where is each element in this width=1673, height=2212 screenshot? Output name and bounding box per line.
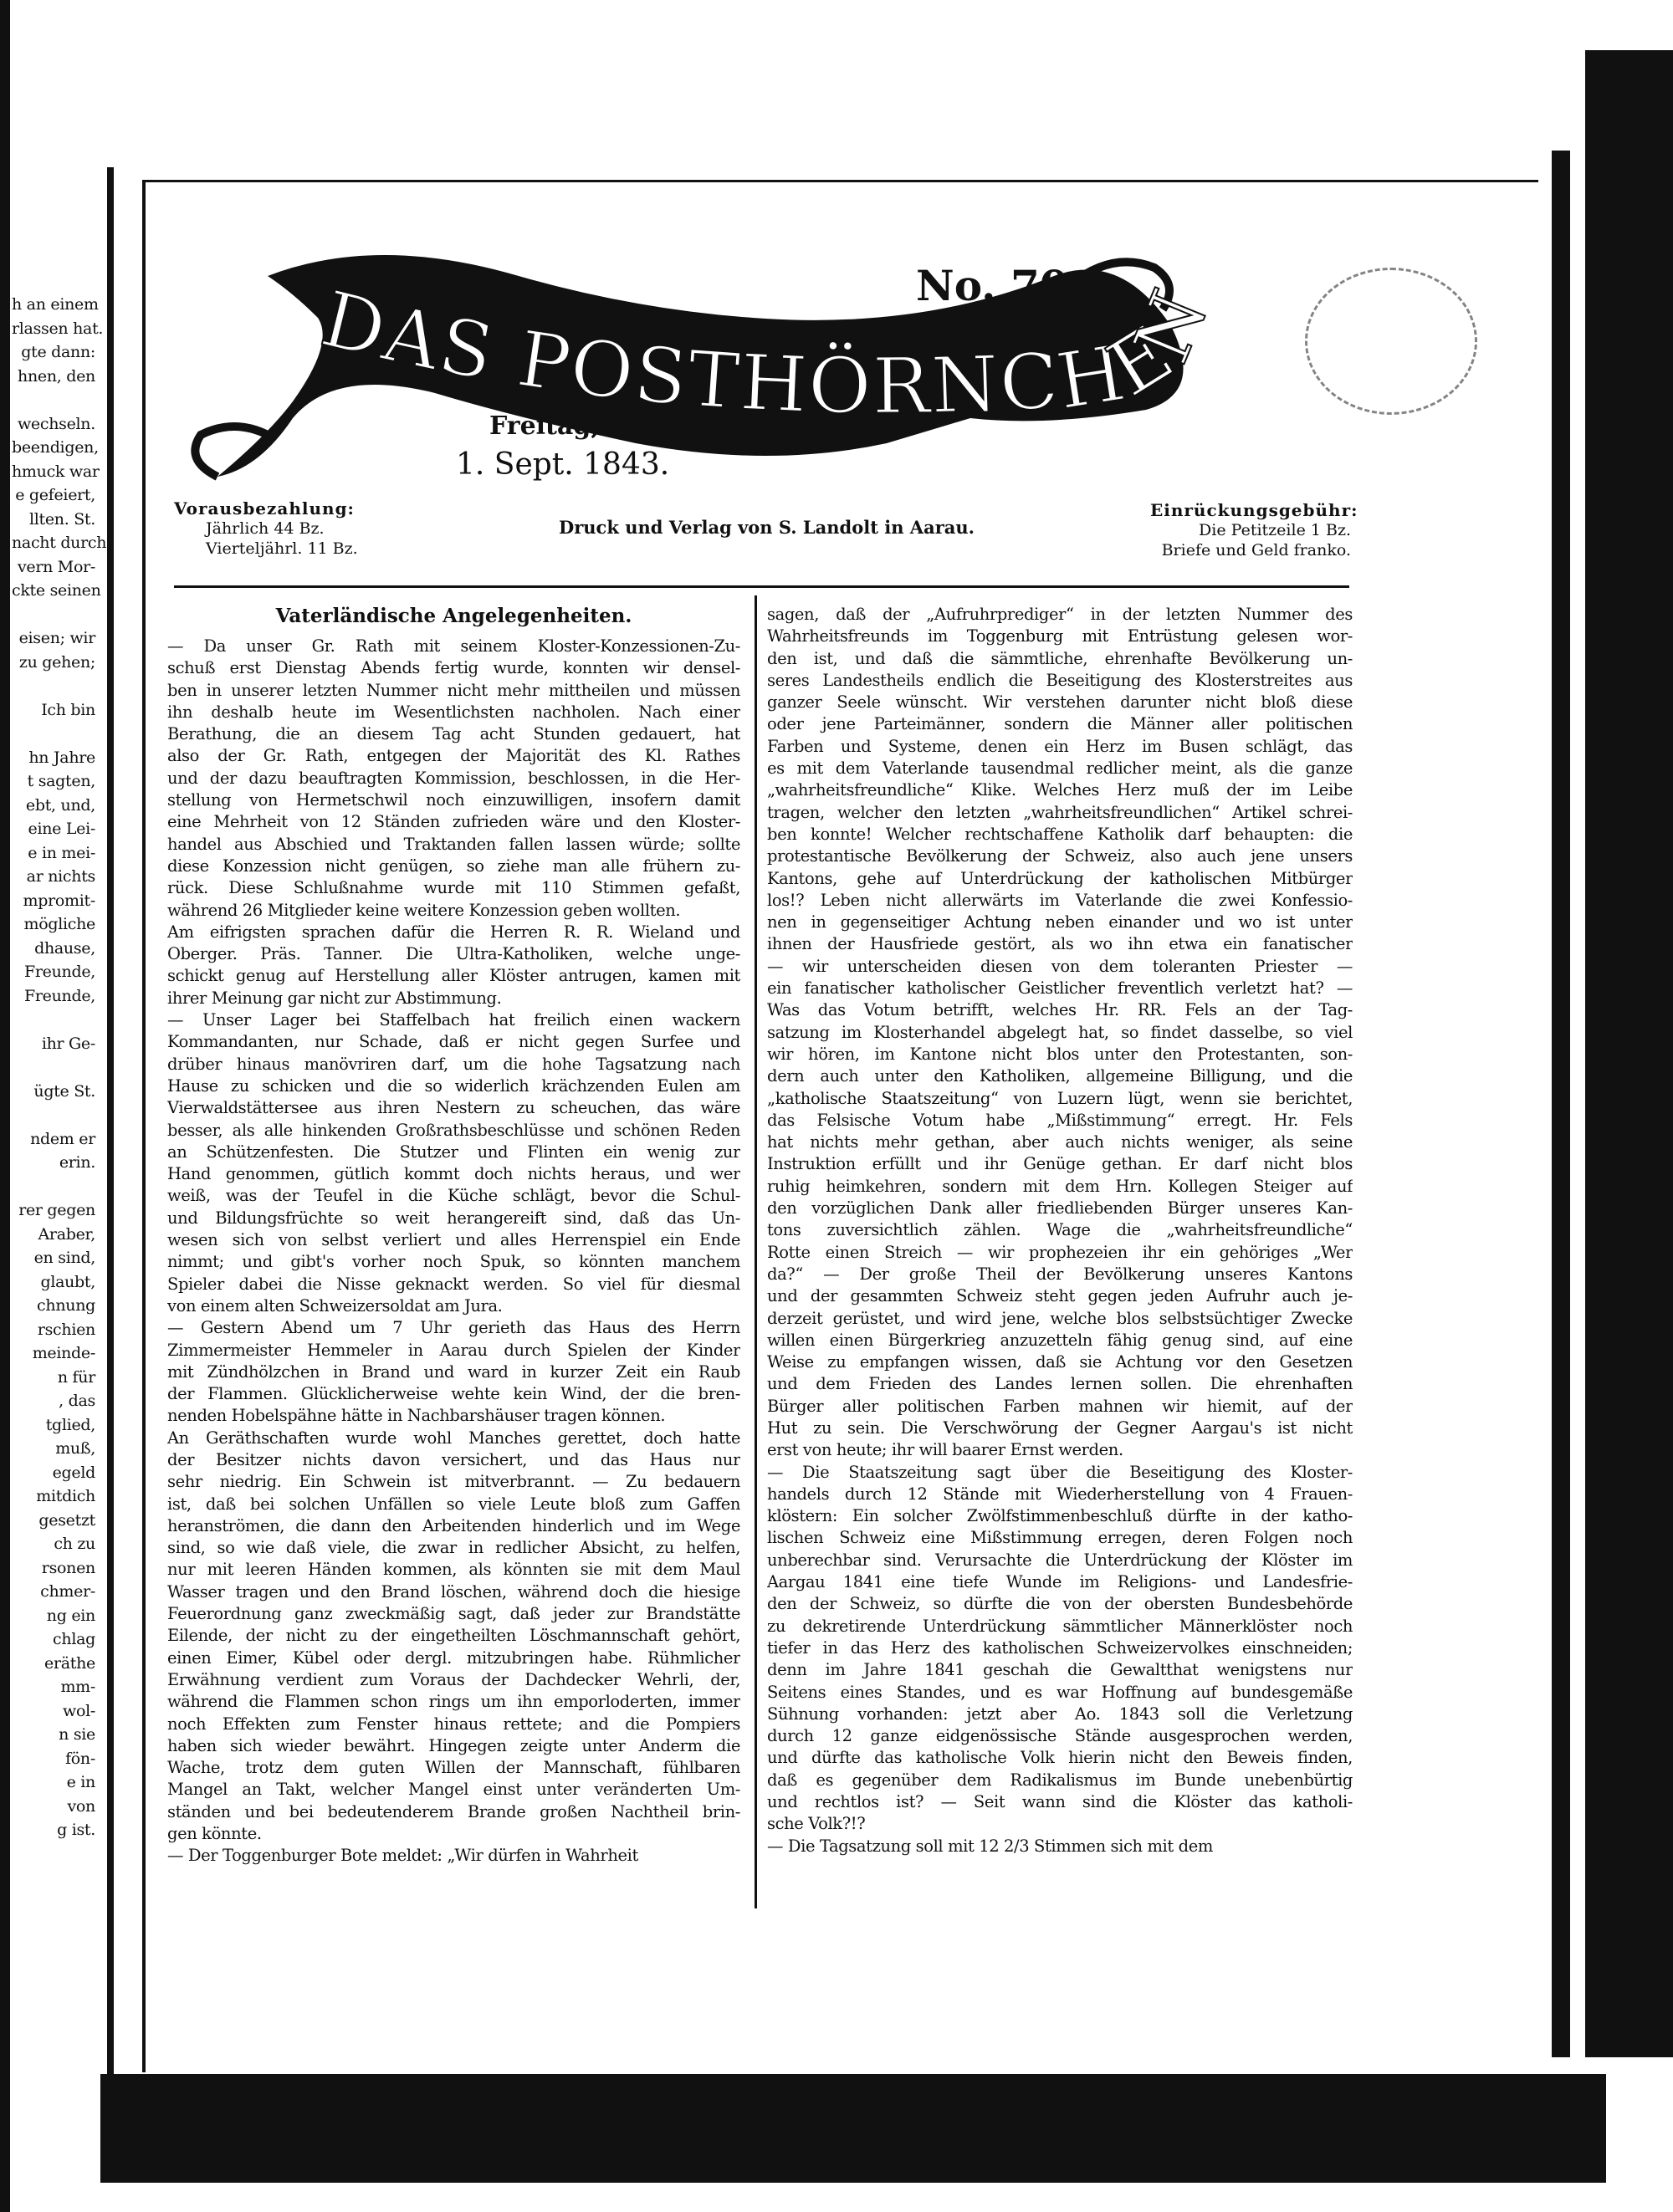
article-line: diese Konzession nicht genügen, so ziehe man alle frühern zu- [167, 856, 740, 876]
previous-page-line [12, 1103, 95, 1127]
article-line: denn im Jahre 1841 geschah die Gewaltthat wenigstens nur [767, 1660, 1353, 1680]
article-line: durch 12 ganze eidgenössische Stände ausgesprochen werden, [767, 1726, 1353, 1746]
insertion-heading: Einrückungsgebühr: [1150, 500, 1358, 520]
article-line: ihn deshalb heute im Wesentlichsten nachholen. Nach einer [167, 702, 740, 722]
previous-page-line: wechseln. [17, 414, 95, 433]
article-line: ben konnte! Welcher rechtschaffene Katholik darf behaupten: die [767, 824, 1353, 844]
issue-number: No. 70. [916, 261, 1083, 310]
article-line: Feuerordnung ganz zweckmäßig sagt, daß jeder zur Brandstätte [167, 1604, 740, 1624]
article-line: einen Eimer, Kübel oder dergl. mitzubringen habe. Rühmlicher [167, 1648, 740, 1668]
article-line: Was das Votum betrifft, welches Hr. RR. Fels an der Tag- [767, 1000, 1353, 1020]
article-line: Aargau 1841 eine tiefe Wunde im Religions- und Landesfrie- [767, 1572, 1353, 1592]
article-line: satzung im Klosterhandel abgelegt hat, so findet dasselbe, so viel [767, 1022, 1353, 1042]
previous-page-line: , das [59, 1392, 95, 1410]
article-line: ruhig heimkehren, sondern mit dem Hrn. Kollegen Steiger auf [767, 1176, 1353, 1196]
article-line: nenden Hobelspähne hätte in Nachbarshäuser tragen können. [167, 1406, 666, 1426]
article-line: Wasser tragen und den Brand löschen, während doch die hiesige [167, 1581, 740, 1602]
issue-date: 1. Sept. 1843. [456, 447, 670, 482]
previous-page-line: nacht durch [12, 534, 107, 552]
article-line: Seitens eines Standes, und es war Hoffnung auf bundesgemäße [767, 1682, 1353, 1702]
subscription-quarterly: Vierteljährl. 11 Bz. [206, 539, 358, 558]
article-line: und der dazu beauftragten Kommission, beschlossen, in die Her- [167, 768, 740, 788]
article-line: ist, daß bei solchen Unfällen so viele Leute bloß zum Gaffen [167, 1494, 740, 1514]
previous-page-line: mm- [60, 1678, 95, 1696]
article-line: ben in unserer letzten Nummer nicht mehr mittheilen und müssen [167, 680, 740, 700]
scan-edge-right-inner [1552, 151, 1570, 2057]
previous-page-line: ebt, und, [25, 795, 95, 815]
article-line: haben sich wieder bewährt. Hingegen zeigte unter Anderm die [167, 1735, 740, 1755]
article-line: daß es gegenüber dem Radikalismus im Bunde unebenbürtig [767, 1770, 1353, 1790]
article-line: drüber hinaus manövriren darf, um die hohe Tagsatzung nach [167, 1054, 740, 1074]
article-line: den der Schweiz, so dürfte die von der obersten Bundesbehörde [767, 1594, 1353, 1614]
article-line: Mangel an Takt, welcher Mangel einst unter veränderten Um- [167, 1780, 740, 1800]
article-line: der Besitzer nichts davon versichert, und das Haus nur [167, 1449, 740, 1469]
article-line: schickt genug auf Herstellung aller Klöster antrugen, kamen mit [167, 966, 740, 986]
article-line: Rotte einen Streich — wir prophezeien ihr ein gehöriges „Wer [767, 1242, 1353, 1262]
article-line: Wahrheitsfreunds im Toggenburg mit Entrüstung gelesen wor- [767, 626, 1353, 646]
previous-page-line: glaubt, [40, 1272, 95, 1291]
previous-page-line [12, 603, 95, 627]
previous-page-line: fön- [65, 1749, 95, 1768]
article-line: — Der Toggenburger Bote meldet: „Wir dürfen in Wahrheit [167, 1846, 638, 1866]
article-line: „wahrheitsfreundliche“ Klike. Welches Herz muß der im Leibe [767, 780, 1353, 800]
article-line: sehr niedrig. Ein Schwein ist mitverbrannt. — Zu bedauern [167, 1472, 740, 1492]
insertion-line-1: Die Petitzeile 1 Bz. [1199, 521, 1351, 539]
section-title: Vaterländische Angelegenheiten. [275, 605, 632, 627]
article-line: wesen sich von selbst verliert und alles Herrenspiel ein Ende [167, 1230, 740, 1250]
article-line: nimmt; und gibt's vorher noch Spuk, so könnten manchem [167, 1252, 740, 1272]
article-line: schuß erst Dienstag Abends fertig wurde, konnten wir densel- [167, 658, 740, 678]
article-line: Sühnung vorhanden: jetzt aber Ao. 1843 soll die Verletzung [767, 1704, 1353, 1724]
article-line: und dem Frieden des Landes lernen sollen. Die ehrenhaften [767, 1374, 1353, 1394]
previous-page-line: h an einem [12, 295, 99, 314]
library-stamp [1305, 268, 1477, 415]
previous-page-line: egeld [52, 1463, 95, 1482]
article-line: oder jene Parteimänner, sondern die Männer aller politischen [767, 714, 1353, 734]
previous-page-fragment [12, 293, 107, 1842]
article-line: sche Volk?!? [767, 1814, 866, 1834]
article-line: lischen Schweiz eine Mißstimmung erregen, deren Folgen noch [767, 1528, 1353, 1548]
previous-page-line: n für [57, 1367, 95, 1387]
article-line: Farben und Systeme, denen ein Herz im Busen schlägt, das [767, 736, 1353, 756]
article-line: wir hören, im Kantone nicht blos unter den Protestanten, son- [767, 1044, 1353, 1064]
article-line: heranströmen, die dann den Arbeitenden hinderlich und im Wege [167, 1515, 740, 1535]
article-line: sind, so wie daß viele, die zwar in redlicher Absicht, zu helfen, [167, 1538, 740, 1558]
article-line: willen einen Bürgerkrieg anzuzetteln fähig genug sind, auf eine [767, 1330, 1353, 1350]
article-line: mit Zündhölzchen in Brand und ward in kurzer Zeit ein Raub [167, 1361, 740, 1382]
previous-page-line: wol- [63, 1701, 95, 1720]
masthead [167, 226, 1338, 502]
article-line: tragen, welcher den letzten „wahrheitsfreundlichen“ Artikel schrei- [767, 802, 1353, 822]
article-line: derzeit gerüstet, und wird jene, welche blos selbstsüchtiger Zwecke [767, 1308, 1353, 1328]
previous-page-line: g ist. [57, 1821, 95, 1839]
article-line: besser, als alle hinkenden Großrathsbeschlüsse und schönen Reden [167, 1120, 740, 1140]
previous-page-line: Ich bin [41, 700, 95, 719]
article-line: — Gestern Abend um 7 Uhr gerieth das Haus des Herrn [167, 1318, 740, 1338]
previous-page-line: eine Lei- [28, 820, 95, 838]
previous-page-line: rer gegen [18, 1201, 95, 1219]
article-line: nen in gegenseitiger Achtung neben einander und wo ist unter [767, 912, 1353, 932]
insertion-line-2: Briefe und Geld franko. [1161, 541, 1351, 559]
previous-page-line: erin. [59, 1153, 95, 1172]
previous-page-line: en sind, [33, 1249, 95, 1267]
article-column-left [167, 604, 740, 1867]
previous-page-line: ch zu [54, 1535, 95, 1553]
scan-edge-bottom [100, 2074, 1606, 2183]
previous-page-line: ihr Ge- [41, 1034, 95, 1053]
article-line: den vorzüglichen Dank aller friedliebenden Bürger unseres Kan- [767, 1198, 1353, 1218]
article-line: — wir unterscheiden diesen von dem toleranten Priester — [767, 956, 1353, 976]
article-line: den ist, und daß die sämmtliche, ehrenhafte Bevölkerung un- [767, 648, 1353, 668]
previous-page-line: chlag [53, 1630, 95, 1648]
previous-page-line: hmuck war [12, 462, 100, 481]
article-line: Hause zu schicken und die so widerlich krächzenden Eulen am [167, 1075, 740, 1096]
previous-page-line: e in [66, 1773, 95, 1791]
article-line: — Unser Lager bei Staffelbach hat freilich einen wackern [167, 1010, 740, 1030]
article-column-right [767, 604, 1353, 1857]
previous-page-line: Freunde, [23, 963, 95, 981]
previous-page-line: rlassen hat. [12, 319, 104, 338]
article-line: Wache, trotz dem guten Willen der Mannschaft, fühlbaren [167, 1758, 740, 1778]
article-line: sagen, daß der „Aufruhrprediger“ in der letzten Nummer des [767, 605, 1353, 624]
previous-page-line: e in mei- [28, 843, 95, 862]
previous-page-line: meinde- [32, 1344, 95, 1362]
previous-page-line: chnung [37, 1296, 95, 1315]
previous-page-line: ügte St. [33, 1081, 95, 1101]
previous-page-line [12, 674, 95, 698]
previous-page-line: hn Jahre [28, 748, 95, 767]
article-line: noch Effekten zum Fenster hinaus rettete; and die Pompiers [167, 1714, 740, 1734]
previous-page-line: gte dann: [21, 343, 95, 361]
previous-page-line: von [67, 1796, 95, 1816]
previous-page-line [12, 722, 95, 746]
article-line: ständen und bei bedeutenderem Brande großen Nachtheil brin- [167, 1801, 740, 1821]
article-line: seres Landestheils endlich die Beseitigung des Klosterstreites aus [767, 670, 1353, 690]
previous-page-line: ndem er [30, 1129, 95, 1148]
article-line: unberechbar sind. Verursachte die Unterdrückung der Klöster im [767, 1550, 1353, 1570]
article-line: An Geräthschaften wurde wohl Manches gerettet, doch hatte [167, 1428, 740, 1448]
article-line: weiß, was der Teufel in die Küche schlägt, bevor die Schul- [167, 1186, 740, 1206]
issue-weekday: Freitag, [489, 411, 600, 441]
article-line: Eilende, der nicht zu der eingetheilten Löschmannschaft gehört, [167, 1626, 740, 1646]
previous-page-line: n sie [59, 1725, 95, 1744]
article-line: Vierwaldstättersee aus ihren Nestern zu scheuchen, das wäre [167, 1098, 740, 1118]
previous-page-line: gesetzt [38, 1510, 95, 1530]
article-line: Weise zu empfangen wissen, daß sie Achtung vor den Gesetzen [767, 1352, 1353, 1372]
article-line: los!? Leben nicht allerwärts im Vaterlande die zwei Konfessio- [767, 890, 1353, 910]
article-line: und rechtlos ist? — Seit wann sind die Klöster das katholi- [767, 1792, 1353, 1812]
previous-page-line: chmer- [40, 1582, 95, 1601]
article-line: und dürfte das katholische Volk hierin nicht den Beweis finden, [767, 1748, 1353, 1768]
article-line: Berathung, die an diesem Tag acht Stunden gedauert, hat [167, 724, 740, 744]
masthead-title-svg [167, 226, 1338, 502]
previous-page-line: eisen; wir [18, 629, 95, 647]
article-line: ihrer Meinung gar nicht zur Abstimmung. [167, 988, 502, 1008]
article-line: — Die Tagsatzung soll mit 12 2/3 Stimmen sich mit dem [767, 1836, 1213, 1856]
subscription-yearly: Jährlich 44 Bz. [206, 519, 325, 538]
article-line: Oberger. Präs. Tanner. Die Ultra-Katholiken, welche unge- [167, 944, 740, 964]
previous-page-line [12, 388, 95, 412]
previous-page-line: zu gehen; [18, 652, 95, 672]
previous-page-line: mpromit- [23, 891, 95, 910]
article-line: gen könnte. [167, 1824, 262, 1844]
article-line: da?“ — Der große Theil der Bevölkerung unseres Kantons [767, 1264, 1353, 1284]
article-line: es mit dem Vaterlande tausendmal redlicher meint, als die ganze [767, 759, 1353, 779]
article-line: Hut zu sein. Die Verschwörung der Gegner Aargau's ist nicht [767, 1418, 1353, 1438]
article-line: und der gesammten Schweiz steht gegen jeden Aufruhr auch je- [767, 1286, 1353, 1306]
article-line: — Da unser Gr. Rath mit seinem Kloster-Konzessionen-Zu- [167, 636, 740, 656]
article-line: Spieler dabei die Nisse geknackt werden. So viel für diesmal [167, 1274, 740, 1294]
column-divider [755, 595, 757, 1908]
article-line: tiefer in das Herz des katholischen Schweizervolkes einschneiden; [767, 1637, 1353, 1658]
article-line: also der Gr. Rath, entgegen der Majorität des Kl. Rathes [167, 746, 740, 766]
article-line: protestantische Bevölkerung der Schweiz, also auch jene unsers [767, 846, 1353, 866]
article-line: nur mit leeren Händen kommen, als könnten sie mit dem Maul [167, 1560, 740, 1580]
insertion-info [1150, 500, 1358, 560]
previous-page-line: e gefeiert, [15, 486, 95, 504]
previous-page-line [12, 1055, 95, 1080]
article-line: Instruktion erfüllt und ihr Genüge gethan. Er darf nicht blos [767, 1154, 1353, 1174]
previous-page-line [12, 1175, 95, 1199]
article-line: — Die Staatszeitung sagt über die Beseitigung des Kloster- [767, 1462, 1353, 1482]
previous-page-line: rschien [37, 1320, 95, 1339]
previous-page-line: beendigen, [12, 438, 99, 457]
previous-page-line: tglied, [45, 1415, 95, 1434]
article-line: von einem alten Schweizersoldat am Jura. [167, 1295, 503, 1315]
article-line: Kantons, gehe auf Unterdrückung der katholischen Mitbürger [767, 868, 1353, 888]
article-line: stellung von Hermetschwil noch einzuwilligen, insofern damit [167, 790, 740, 810]
article-line: zu dekretirende Unterdrückung sämmtlicher Männerklöster noch [767, 1616, 1353, 1636]
page-gutter [107, 167, 114, 2082]
article-line: Hand genommen, gütlich kommt doch nichts heraus, und wer [167, 1164, 740, 1184]
article-line: das Felsische Votum habe „Mißstimmung“ erregt. Hr. Fels [767, 1110, 1353, 1130]
article-line: erst von heute; ihr will baarer Ernst werden. [767, 1440, 1123, 1460]
previous-page-line: muß, [55, 1439, 95, 1458]
masthead-title: DAS POSTHÖRNCHEN [313, 273, 1226, 432]
header-rule [174, 585, 1349, 588]
article-line: während die Flammen schon rings um ihn emporloderten, immer [167, 1692, 740, 1712]
article-line: Am eifrigsten sprachen dafür die Herren R. R. Wieland und [167, 922, 740, 942]
publisher-line: Druck und Verlag von S. Landolt in Aarau. [559, 517, 975, 538]
scan-edge-right [1585, 50, 1673, 2057]
article-line: ihnen der Hausfriede gestört, als wo ihn etwa ein fanatischer [767, 934, 1353, 954]
article-line: Kommandanten, nur Schade, daß er nicht gegen Surfee und [167, 1032, 740, 1052]
article-line: „katholische Staatszeitung“ von Luzern lügt, wenn sie berichtet, [767, 1088, 1353, 1108]
subscription-info [174, 498, 358, 559]
article-line: an Schützenfesten. Die Stutzer und Flinten ein wenig zur [167, 1142, 740, 1162]
article-line: und Bildungsfrüchte so weit herangereift sind, daß das Un- [167, 1208, 740, 1228]
previous-page-line: ar nichts [26, 867, 95, 886]
article-line: tons zuversichtlich zählen. Wage die „wahrheitsfreundliche“ [767, 1220, 1353, 1240]
article-line: Bürger aller politischen Farben mahnen wir hiemit, auf der [767, 1396, 1353, 1416]
previous-page-line: dhause, [34, 938, 95, 958]
subscription-heading: Vorausbezahlung: [174, 498, 355, 519]
article-line: handel aus Abschied und Traktanden fallen lassen würde; sollte [167, 834, 740, 854]
article-line: hat nichts mehr gethan, aber auch nichts weniger, als seine [767, 1132, 1353, 1152]
article-line: ganzer Seele wünscht. Wir verstehen darunter nicht bloß diese [767, 692, 1353, 713]
article-line: klöstern: Ein solcher Zwölfstimmenbeschluß dürfte in der katho- [767, 1506, 1353, 1526]
previous-page-line [12, 1008, 95, 1032]
previous-page-line: eräthe [44, 1653, 95, 1673]
previous-page-line: ng ein [46, 1606, 95, 1625]
previous-page-line: mögliche [23, 915, 95, 933]
scan-edge-left [0, 0, 10, 2212]
previous-page-line: Araber, [38, 1224, 95, 1244]
previous-page-line: Freunde, [23, 986, 95, 1005]
article-line: eine Mehrheit von 12 Ständen zufrieden wäre und den Kloster- [167, 812, 740, 832]
previous-page-line: mitdich [36, 1487, 95, 1505]
article-line: ein fanatischer katholischer Geistlicher freventlich verletzt hat? — [767, 978, 1353, 999]
previous-page-line: ckte seinen [12, 581, 101, 600]
article-line: während 26 Mitglieder keine weitere Konzession geben wollten. [167, 900, 681, 920]
previous-page-line: vern Mor- [17, 557, 95, 576]
previous-page-line: t sagten, [27, 772, 95, 790]
article-line: Zimmermeister Hemmeler in Aarau durch Spielen der Kinder [167, 1340, 740, 1360]
article-line: der Flammen. Glücklicherweise wehte kein Wind, der die bren- [167, 1384, 740, 1404]
article-line: rück. Diese Schlußnahme wurde mit 110 Stimmen gefaßt, [167, 878, 740, 898]
previous-page-line: llten. St. [28, 509, 95, 529]
article-line: handels durch 12 Stände mit Wiederherstellung von 4 Frauen- [767, 1484, 1353, 1504]
previous-page-line: hnen, den [18, 366, 95, 386]
article-line: dern auch unter den Katholiken, allgemeine Billigung, und die [767, 1066, 1353, 1086]
article-line: Erwähnung verdient zum Voraus der Dachdecker Wehrli, der, [167, 1669, 740, 1689]
previous-page-line: rsonen [41, 1558, 95, 1577]
